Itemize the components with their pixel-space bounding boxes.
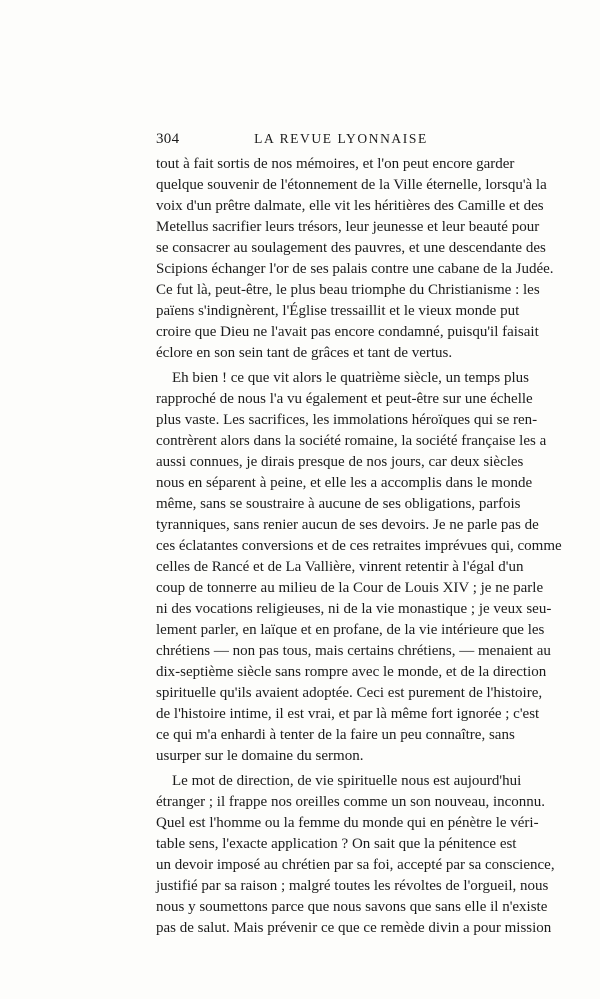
text-line: Quel est l'homme ou la femme du monde qui en pénètre le véri- <box>156 815 539 831</box>
text-line: voix d'un prêtre dalmate, elle vit les héritières des Camille et des <box>156 198 544 214</box>
text-line: celles de Rancé et de La Vallière, vinrent retentir à l'égal d'un <box>156 559 524 575</box>
text-line: ni des vocations religieuses, ni de la vie monastique ; je veux seu- <box>156 601 552 617</box>
text-line: usurper sur le domaine du sermon. <box>156 748 364 764</box>
text-line: un devoir imposé au chrétien par sa foi, accepté par sa conscience, <box>156 857 555 873</box>
text-line: spirituelle qu'ils avaient adoptée. Ceci est purement de l'histoire, <box>156 685 543 701</box>
text-line: étranger ; il frappe nos oreilles comme un son nouveau, inconnu. <box>156 794 546 810</box>
text-line: quelque souvenir de l'étonnement de la Ville éternelle, lorsqu'à la <box>156 177 547 193</box>
text-line: ces éclatantes conversions et de ces retraites imprévues qui, comme <box>156 538 562 554</box>
text-line: chrétiens — non pas tous, mais certains chrétiens, — menaient au <box>156 643 551 659</box>
text-line: même, sans se soustraire à aucune de ses obligations, parfois <box>156 496 521 512</box>
text-line: païens s'indignèrent, l'Église tressaillit et le vieux monde put <box>156 303 520 319</box>
text-line: croire que Dieu ne l'avait pas encore condamné, puisqu'il faisait <box>156 324 539 340</box>
text-line: rapproché de nous l'a vu également et peut-être sur une échelle <box>156 391 533 407</box>
text-line: de l'histoire intime, il est vrai, et par là même fort ignorée ; c'est <box>156 706 540 722</box>
text-line: nous y soumettons parce que nous savons que sans elle il n'existe <box>156 899 548 915</box>
text-line: nous en séparent à peine, et elle les a accomplis dans le monde <box>156 475 533 491</box>
text-line: tout à fait sortis de nos mémoires, et l'on peut encore garder <box>156 156 515 172</box>
text-line: coup de tonnerre au milieu de la Cour de Louis XIV ; je ne parle <box>156 580 544 596</box>
text-line: contrèrent alors dans la société romaine, la société française les a <box>156 433 547 449</box>
running-title: LA REVUE LYONNAISE <box>254 131 428 146</box>
page-header <box>156 131 514 151</box>
text-line: pas de salut. Mais prévenir ce que ce remède divin a pour mission <box>156 920 552 936</box>
text-line: Metellus sacrifier leurs trésors, leur jeunesse et leur beauté pour <box>156 219 540 235</box>
text-line: Eh bien ! ce que vit alors le quatrième siècle, un temps plus <box>172 370 529 386</box>
text-line: aussi connues, je dirais presque de nos jours, car deux siècles <box>156 454 524 470</box>
page-number: 304 <box>156 131 180 147</box>
text-line: éclore en son sein tant de grâces et tant de vertus. <box>156 345 453 361</box>
text-line: plus vaste. Les sacrifices, les immolations héroïques qui se ren- <box>156 412 538 428</box>
paragraph <box>156 771 555 939</box>
text-line: Scipions échanger l'or de ses palais contre une cabane de la Judée. <box>156 261 554 277</box>
text-line: justifié par sa raison ; malgré toutes les révoltes de l'orgueil, nous <box>156 878 549 894</box>
paragraph <box>156 368 562 767</box>
text-line: Le mot de direction, de vie spirituelle nous est aujourd'hui <box>172 773 522 789</box>
paragraph <box>156 154 554 364</box>
text-line: lement parler, en laïque et en profane, de la vie intérieure que les <box>156 622 545 638</box>
body-text <box>156 154 562 939</box>
text-line: dix-septième siècle sans rompre avec le monde, et de la direction <box>156 664 547 680</box>
text-line: table sens, l'exacte application ? On sait que la pénitence est <box>156 836 517 852</box>
text-line: se consacrer au soulagement des pauvres, et une descendante des <box>156 240 546 256</box>
text-line: ce qui m'a enhardi à tenter de la faire un peu connaître, sans <box>156 727 515 743</box>
text-line: tyranniques, sans renier aucun de ses devoirs. Je ne parle pas de <box>156 517 539 533</box>
text-line: Ce fut là, peut-être, le plus beau triomphe du Christianisme : les <box>156 282 540 298</box>
